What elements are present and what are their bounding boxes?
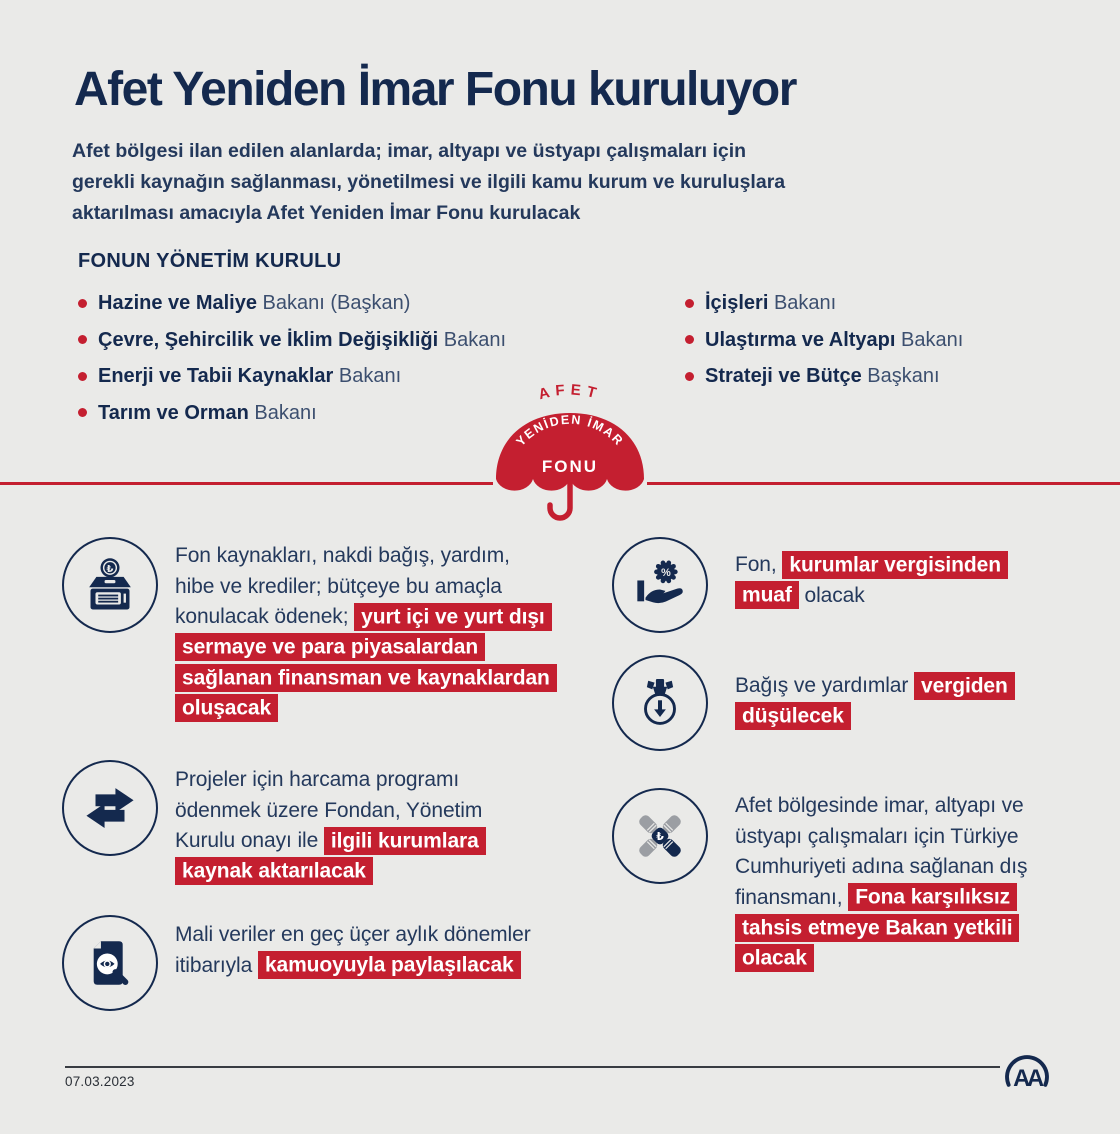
bullet-dot-icon xyxy=(78,408,87,417)
svg-text:AFET: AFET xyxy=(536,381,604,404)
svg-text:₺: ₺ xyxy=(656,831,664,844)
board-member: Çevre, Şehircilik ve İklim Değişikliği Bakanı xyxy=(78,329,638,351)
highlight: ilgili kurumlara kaynak aktarılacak xyxy=(175,827,486,886)
subtitle-line: gerekli kaynağın sağlanması, yönetilmesi ve ilgili kamu kurum ve kuruluşlara xyxy=(72,171,786,193)
board-member: Tarım ve Orman Bakanı xyxy=(78,402,638,424)
bullet-dot-icon xyxy=(685,335,694,344)
highlight: Fona karşılıksız tahsis etmeye Bakan yetkili olacak xyxy=(735,883,1019,972)
subtitle-line: Afet bölgesi ilan edilen alanlarda; imar, altyapı ve üstyapı çalışmaları için xyxy=(72,140,747,162)
document-review-icon xyxy=(62,915,158,1011)
board-heading: FONUN YÖNETİM KURULU xyxy=(78,250,342,272)
svg-text:FONU: FONU xyxy=(541,457,599,476)
financial-data-text: Mali veriler en geç üçer aylık dönemler itibarıyla kamuoyuyla paylaşılacak xyxy=(175,920,547,981)
tax-exempt-icon xyxy=(612,537,708,633)
transfer-arrows-icon xyxy=(62,760,158,856)
aa-agency-logo xyxy=(1000,1046,1054,1100)
external-financing-text: Afet bölgesinde imar, altyapı ve üstyapı çalışmaları için Türkiye Cumhuriyeti adına sağlanan dış finansmanı, Fona karşılıksız tahsis etmeye Bakan yetkili olacak xyxy=(735,791,1035,974)
bullet-dot-icon xyxy=(685,299,694,308)
donations-deductible-text: Bağış ve yardımlar vergiden düşülecek xyxy=(735,671,1065,732)
hands-lira-icon xyxy=(612,788,708,884)
board-member: İçişleri Bakanı xyxy=(685,292,1085,314)
svg-text:AA: AA xyxy=(1013,1064,1041,1092)
board-member: Ulaştırma ve Altyapı Bakanı xyxy=(685,329,1085,351)
page-title: Afet Yeniden İmar Fonu kuruluyor xyxy=(74,63,796,116)
bullet-dot-icon xyxy=(78,335,87,344)
board-member: Hazine ve Maliye Bakanı (Başkan) xyxy=(78,292,638,314)
bullet-dot-icon xyxy=(78,372,87,381)
highlight: yurt içi ve yurt dışı sermaye ve para piyasalardan sağlanan finansman ve kaynaklardan oluşacak xyxy=(175,603,557,723)
subtitle-line: aktarılması amacıyla Afet Yeniden İmar Fonu kurulacak xyxy=(72,202,581,224)
donation-box-icon xyxy=(62,537,158,633)
date-label: 07.03.2023 xyxy=(65,1074,135,1089)
highlight: kurumlar vergisinden muaf xyxy=(735,551,1008,610)
divider-line xyxy=(647,482,1120,485)
board-member: Strateji ve Bütçe Başkanı xyxy=(685,365,1085,387)
umbrella-fund-logo xyxy=(480,379,660,531)
donation-bag-icon xyxy=(612,655,708,751)
svg-text:%: % xyxy=(661,566,671,579)
svg-text:₺: ₺ xyxy=(106,563,114,575)
footer-divider xyxy=(65,1066,1000,1068)
board-member: Enerji ve Tabii Kaynaklar Bakanı xyxy=(78,365,638,387)
divider-line xyxy=(0,482,493,485)
highlight: vergiden düşülecek xyxy=(735,672,1015,731)
highlight: kamuoyuyla paylaşılacak xyxy=(258,951,521,979)
fund-sources-text: Fon kaynakları, nakdi bağış, yardım, hibe ve krediler; bütçeye bu amaçla konulacak ödenek; yurt içi ve yurt dışı sermaye ve para piyasalardan sağlanan finansman ve kaynaklardan oluşacak xyxy=(175,541,553,724)
bullet-dot-icon xyxy=(685,372,694,381)
tax-exempt-text: Fon, kurumlar vergisinden muaf olacak xyxy=(735,550,1055,611)
board-list-right xyxy=(685,292,1085,402)
bullet-dot-icon xyxy=(78,299,87,308)
page-subtitle xyxy=(72,136,785,229)
svg-text:YENİDEN İMAR: YENİDEN İMAR xyxy=(513,412,627,449)
fund-transfer-text: Projeler için harcama programı ödenmek üzere Fondan, Yönetim Kurulu onayı ile ilgili kurumlara kaynak aktarılacak xyxy=(175,765,547,887)
